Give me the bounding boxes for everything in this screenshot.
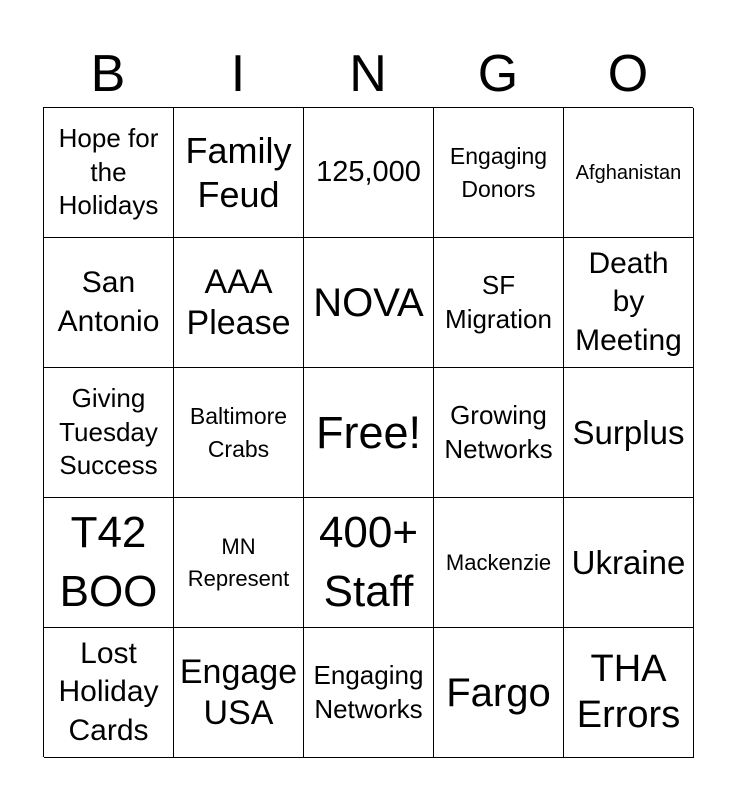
bingo-cell-r4-c5[interactable]: Ukraine bbox=[564, 498, 694, 628]
bingo-cell-r2-c2[interactable]: AAA Please bbox=[174, 238, 304, 368]
bingo-cell-r1-c1[interactable]: Hope for the Holidays bbox=[44, 108, 174, 238]
bingo-cell-r4-c2[interactable]: MN Represent bbox=[174, 498, 304, 628]
bingo-cell-r4-c3[interactable]: 400+ Staff bbox=[304, 498, 434, 628]
bingo-cell-r5-c2[interactable]: Engage USA bbox=[174, 628, 304, 758]
header-letter-b: B bbox=[90, 45, 126, 103]
bingo-cell-r3-c1[interactable]: Giving Tuesday Success bbox=[44, 368, 174, 498]
bingo-cell-r4-c4[interactable]: Mackenzie bbox=[434, 498, 564, 628]
bingo-cell-r5-c4[interactable]: Fargo bbox=[434, 628, 564, 758]
header-letter-o: O bbox=[607, 45, 649, 103]
bingo-card-grid bbox=[43, 107, 693, 757]
header-letter-i: I bbox=[230, 45, 246, 103]
bingo-cell-r3-c3-free-space[interactable]: Free! bbox=[304, 368, 434, 498]
bingo-cell-r1-c4[interactable]: Engaging Donors bbox=[434, 108, 564, 238]
bingo-cell-r2-c4[interactable]: SF Migration bbox=[434, 238, 564, 368]
bingo-cell-r4-c1[interactable]: T42 BOO bbox=[44, 498, 174, 628]
bingo-cell-r5-c1[interactable]: Lost Holiday Cards bbox=[44, 628, 174, 758]
bingo-cell-r1-c5[interactable]: Afghanistan bbox=[564, 108, 694, 238]
bingo-cell-r3-c2[interactable]: Baltimore Crabs bbox=[174, 368, 304, 498]
header-letter-n: N bbox=[349, 45, 387, 103]
bingo-cell-r2-c1[interactable]: San Antonio bbox=[44, 238, 174, 368]
bingo-cell-r3-c4[interactable]: Growing Networks bbox=[434, 368, 564, 498]
header-letter-g: G bbox=[477, 45, 519, 103]
bingo-header bbox=[43, 40, 693, 108]
bingo-cell-r5-c5[interactable]: THA Errors bbox=[564, 628, 694, 758]
bingo-cell-r5-c3[interactable]: Engaging Networks bbox=[304, 628, 434, 758]
bingo-cell-r2-c5[interactable]: Death by Meeting bbox=[564, 238, 694, 368]
bingo-cell-r1-c2[interactable]: Family Feud bbox=[174, 108, 304, 238]
bingo-cell-r2-c3[interactable]: NOVA bbox=[304, 238, 434, 368]
bingo-cell-r1-c3[interactable]: 125,000 bbox=[304, 108, 434, 238]
bingo-cell-r3-c5[interactable]: Surplus bbox=[564, 368, 694, 498]
